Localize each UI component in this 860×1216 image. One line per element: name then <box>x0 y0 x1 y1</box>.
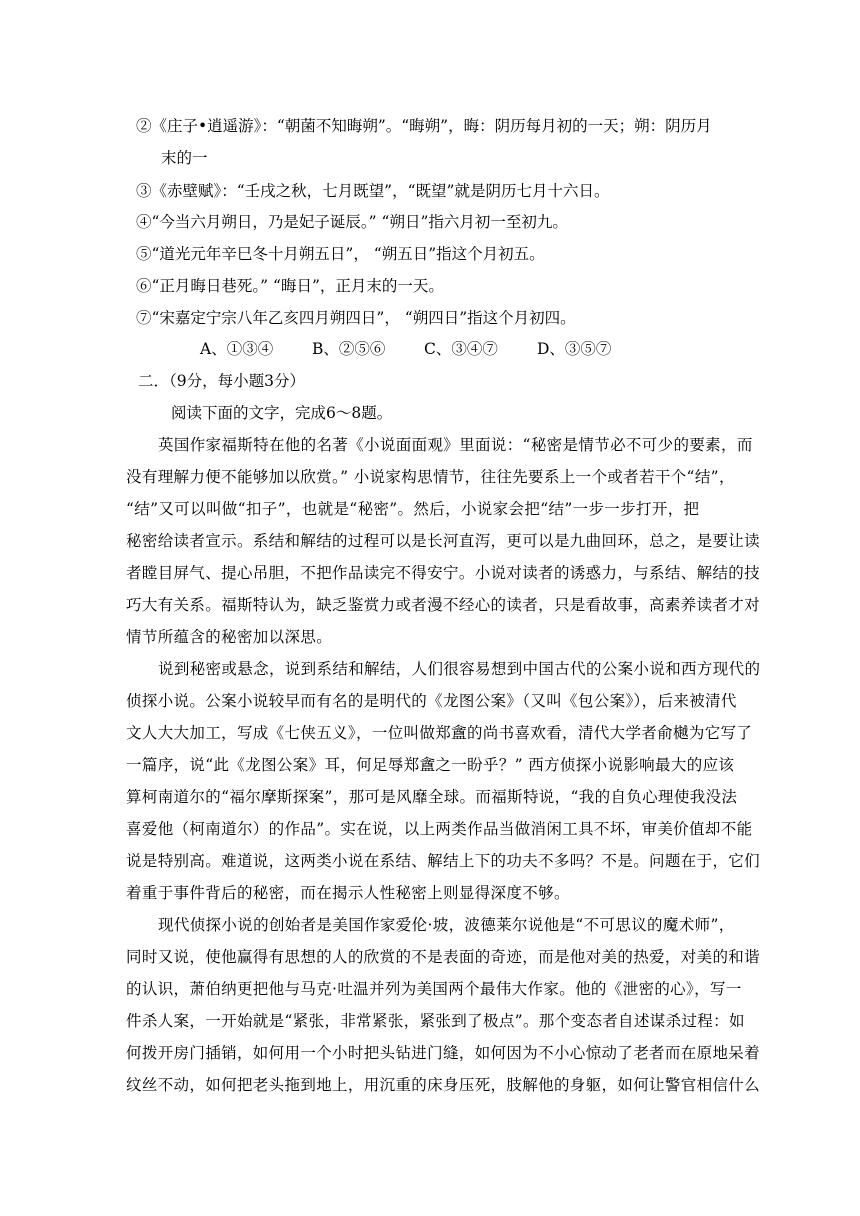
passage-line: 喜爱他（柯南道尔）的作品”。实在说，以上两类作品当做消闲工具不坏，审美价值却不能 <box>126 820 753 838</box>
passage-line: 说到秘密或悬念，说到系结和解结，人们很容易想到中国古代的公案小说和西方现代的 <box>158 660 761 678</box>
passage-line: 现代侦探小说的创始者是美国作家爱伦·坡，波德莱尔说他是“不可思议的魔术师”， <box>158 916 735 934</box>
passage-line: 者瞠目屏气、提心吊胆，不把作品读完不得安宁。小说对读者的诱惑力，与系结、解结的技 <box>126 564 761 582</box>
answer-item-7: ⑦“宋嘉定宁宗八年乙亥四月朔四日”， “朔四日”指这个月初四。 <box>136 309 576 327</box>
passage-line: 同时又说，使他赢得有思想的人的欣赏的不是表面的奇迹，而是他对美的热爱，对美的和谐 <box>126 948 761 966</box>
passage-line: 着重于事件背后的秘密，而在揭示人性秘密上则显得深度不够。 <box>126 884 570 902</box>
passage-line: 巧大有关系。福斯特认为，缺乏鉴赏力或者漫不经心的读者，只是看故事，高素养读者才对 <box>126 596 761 614</box>
section-instruction: 阅读下面的文字，完成6～8题。 <box>171 404 393 422</box>
passage-line: 何拨开房门插销，如何用一个小时把头钻进门缝，如何因为不小心惊动了老者而在原地呆着 <box>126 1044 761 1062</box>
option-d: D、③⑤⑦ <box>537 340 612 358</box>
answer-item-2: ②《庄子•逍遥游》：“朝菌不知晦朔”。“晦朔”，晦：阴历每月初的一天；朔：阴历月 <box>136 117 712 135</box>
passage-line: 说是特别高。难道说，这两类小说在系结、解结上下的功夫不多吗？不是。问题在于，它们 <box>126 852 761 870</box>
answer-item-2-continuation: 末的一 <box>161 149 208 167</box>
answer-item-3: ③《赤壁赋》：“壬戌之秋，七月既望”，“既望”就是阴历七月十六日。 <box>136 182 610 200</box>
option-a: A、①③④ <box>200 340 274 358</box>
section-header: 二．（9分，每小题3分） <box>138 372 305 390</box>
passage-line: 文人大大加工，写成《七侠五义》，一位叫做郑盦的尚书喜欢看，清代大学者俞樾为它写了 <box>126 724 753 742</box>
option-b: B、②⑤⑥ <box>312 340 386 358</box>
answer-item-6: ⑥“正月晦日巷死。” “晦日”，正月末的一天。 <box>136 277 444 295</box>
passage-line: 算柯南道尔的“福尔摩斯探案”，那可是风靡全球。而福斯特说，“我的自负心理使我没法 <box>126 788 738 806</box>
passage-line: 的认识，萧伯纳更把他与马克·吐温并列为美国两个最伟大作家。他的《泄密的心》，写一 <box>126 980 742 998</box>
passage-line: 没有理解力便不能够加以欣赏。” 小说家构思情节，往往先要系上一个或者若干个“结”， <box>126 468 735 486</box>
passage-line: “结”又可以叫做“扣子”，也就是“秘密”。然后，小说家会把“结”一步一步打开，把 <box>126 500 700 518</box>
option-c: C、③④⑦ <box>424 340 498 358</box>
answer-options <box>200 339 611 359</box>
answer-item-5: ⑤“道光元年辛巳冬十月朔五日”， “朔五日”指这个月初五。 <box>136 245 545 263</box>
passage-line: 一篇序，说“此《龙图公案》耳，何足辱郑盦之一盼乎？” 西方侦探小说影响最大的应该 <box>126 756 735 774</box>
passage-line: 件杀人案，一开始就是“紧张，非常紧张，紧张到了极点”。那个变态者自述谋杀过程：如 <box>126 1012 745 1030</box>
passage-line: 英国作家福斯特在他的名著《小说面面观》里面说：“秘密是情节必不可少的要素，而 <box>158 436 753 454</box>
passage-line: 侦探小说。公案小说较早而有名的是明代的《龙图公案》（又叫《包公案》），后来被清代 <box>126 692 737 710</box>
passage-line: 情节所蕴含的秘密加以深思。 <box>126 628 333 646</box>
passage-line: 纹丝不动，如何把老头拖到地上，用沉重的床身压死，肢解他的身躯，如何让警官相信什么 <box>126 1076 761 1094</box>
answer-item-4: ④“今当六月朔日，乃是妃子诞辰。” “朔日”指六月初一至初九。 <box>136 213 568 231</box>
passage-line: 秘密给读者宣示。系结和解结的过程可以是长河直泻，更可以是九曲回环，总之，是要让读 <box>126 532 761 550</box>
